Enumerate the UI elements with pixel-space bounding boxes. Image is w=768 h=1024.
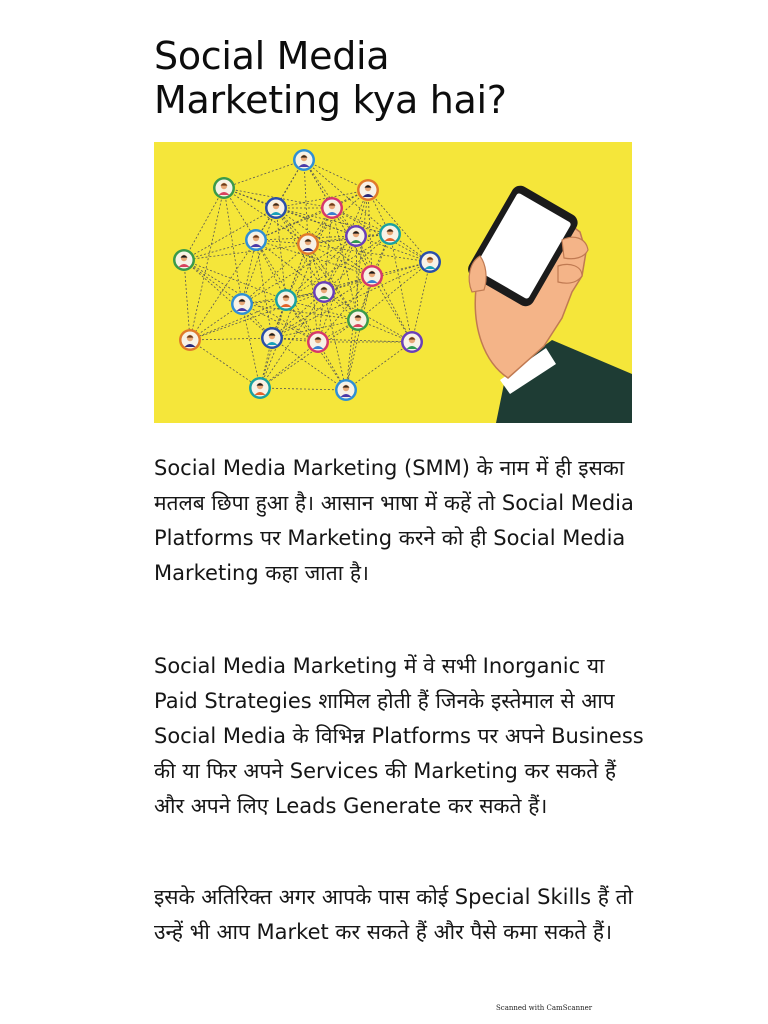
network-edge: [190, 340, 260, 388]
network-edge: [308, 244, 358, 320]
title-line-2: Marketing kya hai?: [154, 78, 507, 122]
network-edge: [242, 244, 308, 304]
network-illustration: [154, 142, 632, 423]
network-edge: [356, 236, 358, 320]
person-avatar-icon: [361, 265, 383, 287]
network-edge: [390, 234, 412, 342]
person-avatar-icon: [297, 233, 319, 255]
person-avatar-icon: [357, 179, 379, 201]
person-avatar-icon: [379, 223, 401, 245]
network-edge: [372, 276, 412, 342]
network-edge: [286, 300, 358, 320]
person-avatar-icon: [321, 197, 343, 219]
person-avatar-icon: [307, 331, 329, 353]
paragraph-2: Social Media Marketing में वे सभी Inorganic या Paid Strategies शामिल होती हैं जिनके इस्तेमाल से आप Social Media के विभिन्न Platforms पर अपने Business की या फिर अपने Services की Marketing कर सकते हैं और अपने लिए Leads Generate कर सकते हैं।: [154, 654, 644, 818]
person-avatar-icon: [275, 289, 297, 311]
network-edge: [242, 304, 260, 388]
person-avatar-icon: [345, 225, 367, 247]
network-edge: [346, 276, 372, 390]
paragraph-3: इसके अतिरिक्त अगर आपके पास कोई Special Skills हैं तो उन्हें भी आप Market कर सकते हैं और पैसे कमा सकते हैं।: [154, 885, 633, 944]
network-edge: [260, 388, 346, 390]
network-nodes: [173, 149, 441, 401]
network-edge: [184, 260, 286, 300]
person-avatar-icon: [335, 379, 357, 401]
person-avatar-icon: [293, 149, 315, 171]
page-title: [154, 34, 654, 122]
network-edge: [346, 190, 368, 390]
network-edge: [260, 342, 318, 388]
person-avatar-icon: [173, 249, 195, 271]
network-edge: [224, 188, 242, 304]
paragraph-1: Social Media Marketing (SMM) के नाम में ही इसका मतलब छिपा हुआ है। आसान भाषा में कहें तो Social Media Platforms पर Marketing करने को ही Social Media Marketing कहा जाता है।: [154, 456, 634, 585]
network-edge: [368, 190, 372, 276]
scanner-watermark: Scanned with CamScanner: [496, 1004, 593, 1012]
person-avatar-icon: [261, 327, 283, 349]
network-edge: [276, 208, 286, 300]
hero-illustration: [154, 142, 632, 423]
person-avatar-icon: [245, 229, 267, 251]
person-avatar-icon: [419, 251, 441, 273]
person-avatar-icon: [401, 331, 423, 353]
network-edge: [346, 342, 412, 390]
person-avatar-icon: [179, 329, 201, 351]
network-edge: [190, 338, 272, 340]
person-avatar-icon: [249, 377, 271, 399]
person-avatar-icon: [313, 281, 335, 303]
network-edge: [184, 260, 190, 340]
network-edge: [190, 188, 224, 340]
title-line-1: Social Media: [154, 34, 390, 78]
person-avatar-icon: [347, 309, 369, 331]
network-edge: [224, 160, 304, 188]
network-edge: [184, 188, 224, 260]
network-edge: [256, 240, 272, 338]
person-avatar-icon: [265, 197, 287, 219]
person-avatar-icon: [231, 293, 253, 315]
person-avatar-icon: [213, 177, 235, 199]
network-edge: [412, 262, 430, 342]
network-edge: [190, 292, 324, 340]
